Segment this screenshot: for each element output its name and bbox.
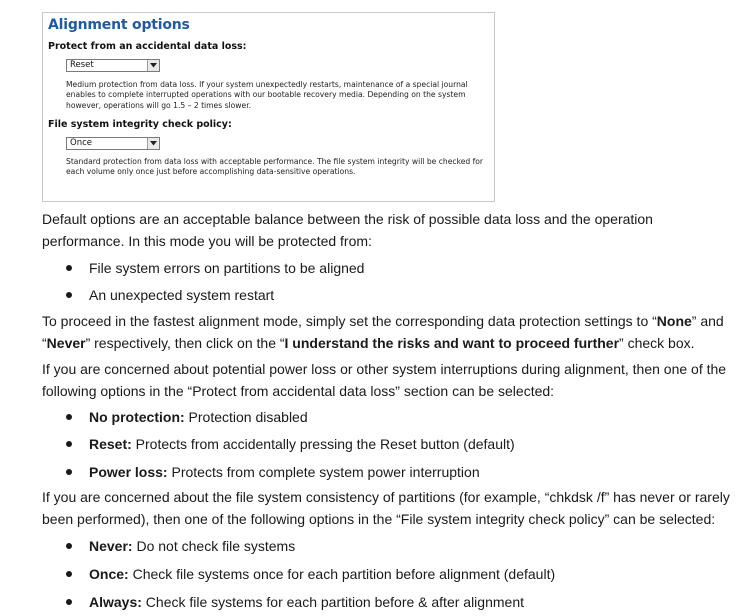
integrity-label: File system integrity check policy: [48, 119, 232, 130]
chevron-down-icon[interactable] [147, 60, 159, 71]
bullet-icon [66, 599, 72, 605]
panel-title: Alignment options [48, 17, 190, 33]
paragraph-power-loss: If you are concerned about potential power loss or other system interruptions during alignment, then one of the following options in the “Protect from accidental data loss” section can be selected: [42, 361, 727, 399]
protect-dropdown-value: Reset [70, 60, 94, 70]
paragraph-integrity: If you are concerned about the file system consistency of partitions (for example, “chkdsk /f” has never or rarely been performed), then one of the following options in the “File system integrity check policy” can be selected: [42, 489, 730, 527]
protect-help-text: Medium protection from data loss. If your system unexpectedly restarts, maintenance of a special journal enables to complete interrupted operations with our bootable recovery media. Depending on the system however, operations will go 1.5 – 2 times slower. [66, 80, 468, 110]
protect-label: Protect from an accidental data loss: [48, 41, 247, 52]
bullet-icon [66, 543, 72, 549]
bullet-icon [66, 292, 72, 298]
bullet-icon [66, 469, 72, 475]
integrity-dropdown-value: Once [70, 138, 92, 148]
bullet-icon [66, 441, 72, 447]
bullet-icon [66, 414, 72, 420]
paragraph-default-options: Default options are an acceptable balance between the risk of possible data loss and the operation performance. In this mode you will be protected from: [42, 211, 653, 249]
alignment-options-panel [42, 12, 495, 202]
bullet-icon [66, 265, 72, 271]
protect-dropdown[interactable] [66, 59, 160, 72]
integrity-help-text: Standard protection from data loss with acceptable performance. The file system integrity will be checked for each volume only once just before accomplishing data-sensitive operations. [66, 157, 484, 177]
chevron-down-icon[interactable] [147, 138, 159, 149]
paragraph-fastest-mode: To proceed in the fastest alignment mode, simply set the corresponding data protection settings to “None” and “Never” respectively, then click on the “I understand the risks and want to proceed further” check box. [42, 313, 724, 351]
bullet-icon [66, 571, 72, 577]
integrity-dropdown[interactable] [66, 137, 160, 150]
